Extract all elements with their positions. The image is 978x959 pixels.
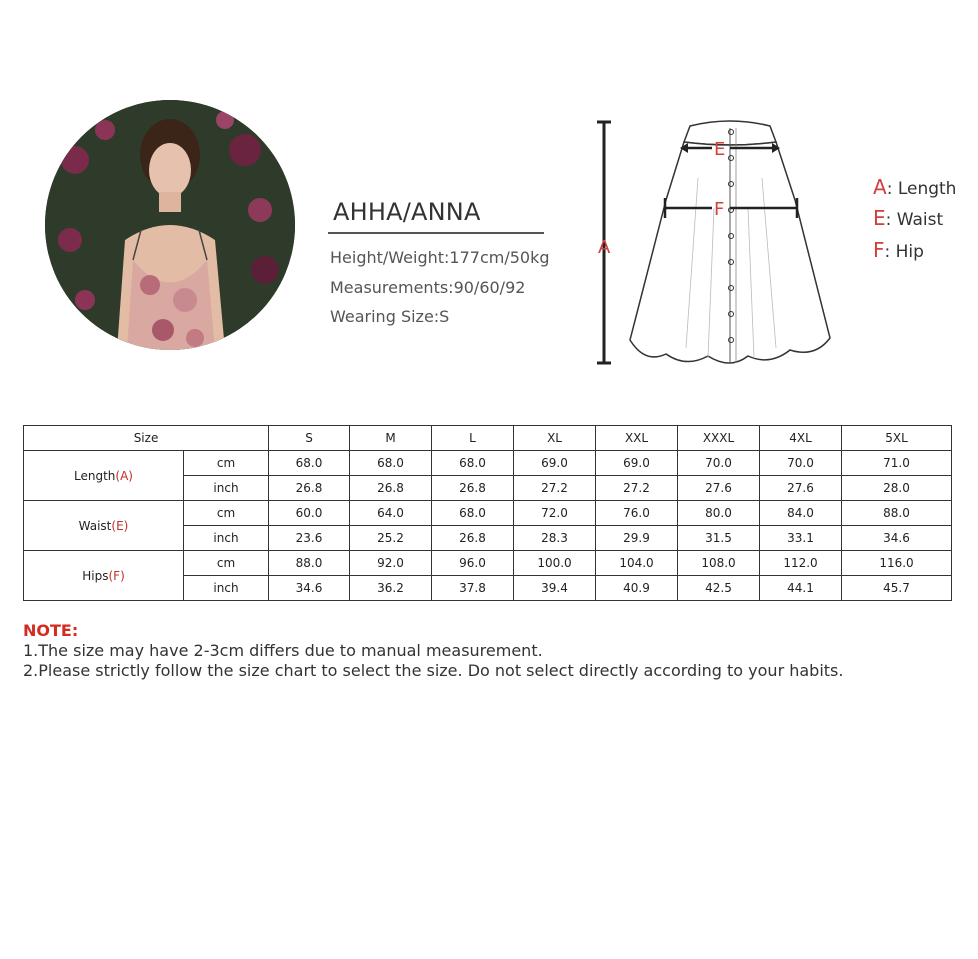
unit-cell: inch [184, 576, 269, 601]
table-cell: 36.2 [350, 576, 432, 601]
skirt-diagram [590, 118, 850, 377]
table-cell: 68.0 [432, 501, 514, 526]
note-title: NOTE: [23, 621, 79, 640]
model-wearing-size: Wearing Size:S [330, 307, 450, 326]
row-label-length [24, 451, 184, 501]
table-cell: 29.9 [596, 526, 678, 551]
model-photo [45, 100, 295, 350]
table-cell: 40.9 [596, 576, 678, 601]
unit-cell: inch [184, 476, 269, 501]
label-a: A [598, 237, 611, 258]
header-cell: XL [514, 426, 596, 451]
table-cell: 88.0 [842, 501, 952, 526]
row-label-hips [24, 551, 184, 601]
row-label-name: Hips [82, 568, 109, 583]
table-cell: 34.6 [269, 576, 350, 601]
divider [328, 232, 544, 234]
table-cell: 26.8 [432, 526, 514, 551]
unit-cell: cm [184, 451, 269, 476]
label-f: F [714, 199, 725, 220]
legend-key: F [873, 238, 885, 262]
table-header-row [24, 426, 952, 451]
table-cell: 84.0 [760, 501, 842, 526]
header-size: Size [24, 426, 269, 451]
table-cell: 116.0 [842, 551, 952, 576]
table-cell: 39.4 [514, 576, 596, 601]
legend-text: : Waist [885, 210, 944, 230]
row-label-letter: (A) [115, 468, 133, 483]
note-line-2: 2.Please strictly follow the size chart to select the size. Do not select directly according to your habits. [23, 661, 844, 680]
table-cell: 26.8 [269, 476, 350, 501]
row-label-letter: (E) [111, 518, 129, 533]
legend-waist [873, 206, 943, 230]
table-cell: 69.0 [514, 451, 596, 476]
table-cell: 28.0 [842, 476, 952, 501]
table-cell: 28.3 [514, 526, 596, 551]
table-cell: 71.0 [842, 451, 952, 476]
unit-cell: cm [184, 551, 269, 576]
table-cell: 88.0 [269, 551, 350, 576]
model-height-weight: Height/Weight:177cm/50kg [330, 248, 550, 267]
legend-key: A [873, 175, 887, 199]
table-cell: 31.5 [678, 526, 760, 551]
table-cell: 60.0 [269, 501, 350, 526]
row-label-waist [24, 501, 184, 551]
table-cell: 27.2 [514, 476, 596, 501]
table-cell: 44.1 [760, 576, 842, 601]
model-name: AHHA/ANNA [333, 198, 481, 226]
note-line-1: 1.The size may have 2-3cm differs due to manual measurement. [23, 641, 543, 660]
header-cell: 4XL [760, 426, 842, 451]
header-cell: 5XL [842, 426, 952, 451]
table-cell: 80.0 [678, 501, 760, 526]
table-cell: 104.0 [596, 551, 678, 576]
legend-text: : Length [886, 179, 957, 199]
unit-cell: inch [184, 526, 269, 551]
table-cell: 92.0 [350, 551, 432, 576]
table-cell: 72.0 [514, 501, 596, 526]
table-cell: 108.0 [678, 551, 760, 576]
legend-length [873, 175, 956, 199]
table-cell: 27.2 [596, 476, 678, 501]
table-row [24, 501, 952, 526]
table-cell: 26.8 [350, 476, 432, 501]
table-cell: 68.0 [432, 451, 514, 476]
table-cell: 112.0 [760, 551, 842, 576]
table-cell: 34.6 [842, 526, 952, 551]
table-cell: 27.6 [760, 476, 842, 501]
row-label-name: Length [74, 468, 116, 483]
header-cell: L [432, 426, 514, 451]
table-cell: 100.0 [514, 551, 596, 576]
table-cell: 33.1 [760, 526, 842, 551]
table-cell: 96.0 [432, 551, 514, 576]
table-row [24, 451, 952, 476]
row-label-letter: (F) [108, 568, 125, 583]
table-cell: 23.6 [269, 526, 350, 551]
table-cell: 64.0 [350, 501, 432, 526]
table-cell: 45.7 [842, 576, 952, 601]
size-table [23, 425, 952, 601]
table-cell: 42.5 [678, 576, 760, 601]
table-cell: 26.8 [432, 476, 514, 501]
table-cell: 25.2 [350, 526, 432, 551]
table-cell: 69.0 [596, 451, 678, 476]
row-label-name: Waist [78, 518, 112, 533]
header-cell: XXL [596, 426, 678, 451]
header-cell: M [350, 426, 432, 451]
header-cell: XXXL [678, 426, 760, 451]
table-cell: 70.0 [760, 451, 842, 476]
table-cell: 68.0 [350, 451, 432, 476]
unit-cell: cm [184, 501, 269, 526]
table-cell: 76.0 [596, 501, 678, 526]
header-cell: S [269, 426, 350, 451]
table-cell: 70.0 [678, 451, 760, 476]
legend-text: : Hip [884, 242, 924, 262]
table-cell: 68.0 [269, 451, 350, 476]
table-row [24, 551, 952, 576]
legend-key: E [873, 206, 886, 230]
label-e: E [714, 139, 726, 160]
table-cell: 27.6 [678, 476, 760, 501]
skirt-outline [630, 121, 830, 363]
model-measurements: Measurements:90/60/92 [330, 278, 526, 297]
table-cell: 37.8 [432, 576, 514, 601]
legend-hip [873, 238, 924, 262]
